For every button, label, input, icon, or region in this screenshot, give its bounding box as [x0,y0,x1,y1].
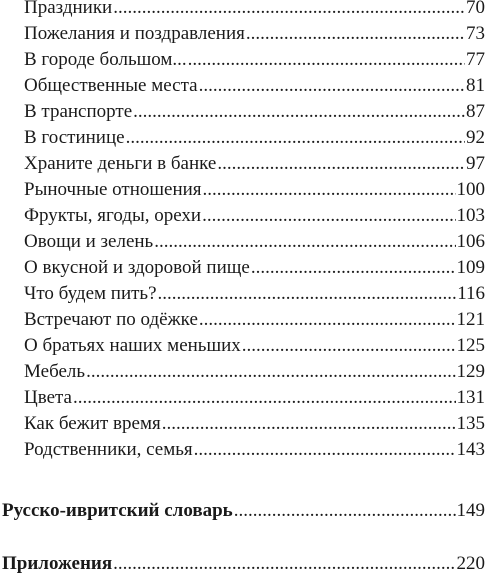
toc-entry-page: 135 [456,413,485,434]
toc-entry [24,257,485,279]
dot-leader [242,335,456,357]
dot-leader [217,153,465,175]
toc-entry [24,179,485,201]
toc-entry-title: Цвета [24,387,72,408]
toc-entry-page: 129 [456,361,485,382]
toc-section-title: Приложения [2,553,113,574]
toc-entry [24,205,485,227]
toc-entry-page: 87 [466,101,485,122]
dot-leader [202,205,455,227]
toc-entry-title: Рыночные отношения [24,179,202,200]
dot-leader [199,309,456,331]
dot-leader [126,127,465,149]
toc-entry-title: Пожелания и поздравления [24,23,245,44]
toc-entry [24,23,485,45]
toc-entry-title: Овощи и зелень [24,231,154,252]
toc-entry [24,413,485,435]
toc-entry-title: Родственники, семья [24,439,193,460]
toc-entry-title: О вкусной и здоровой пище [24,257,250,278]
toc-entry [24,309,485,331]
toc-entry-page: 92 [466,127,485,148]
toc-entry-page: 106 [456,231,485,252]
toc-entry [24,361,485,383]
toc-section-page: 149 [456,500,485,521]
dot-leader [234,500,456,522]
toc-entry-page: 70 [466,0,485,18]
toc-entry-page: 73 [466,23,485,44]
toc-entry [24,231,485,253]
toc-entry-title: В транспорте [24,101,133,122]
toc-entry-title: Фрукты, ягоды, орехи [24,205,202,226]
toc-entry [24,49,485,71]
toc-entry [24,75,485,97]
dot-leader [203,179,456,201]
toc-entry-title: Храните деньги в банке [24,153,217,174]
toc-entry-page: 81 [466,75,485,96]
toc-entry [24,0,485,19]
toc-entry-title: Что будем пить? [24,283,157,304]
toc-entry-page: 77 [466,49,485,70]
toc-entry-page: 100 [456,179,485,200]
toc-entry-title: В городе большом... [24,49,187,70]
toc-entry-title: Мебель [24,361,86,382]
dot-leader [133,101,465,123]
toc-entry-page: 125 [456,335,485,356]
dot-leader [199,75,465,97]
dot-leader [162,413,456,435]
toc-entry [24,283,485,305]
dot-leader [73,387,456,409]
toc-entry [24,387,485,409]
toc-entry-title: В гостинице [24,127,125,148]
toc-entry-title: Общественные места [24,75,198,96]
toc-entry-page: 103 [456,205,485,226]
dot-leader [154,231,455,253]
toc-entry [24,439,485,461]
toc-entry-title: Встречают по одёжке [24,309,198,330]
dot-leader [158,283,457,305]
dot-leader [86,361,455,383]
toc-section-page: 220 [456,553,485,574]
toc-entry-page: 116 [457,283,485,304]
dot-leader [113,553,455,575]
toc-entry-title: О братьях наших меньших [24,335,241,356]
toc-entry [24,153,485,175]
dot-leader [251,257,456,279]
toc-entry [24,335,485,357]
toc-entry-title: Праздники [24,0,113,18]
dot-leader [188,49,465,71]
toc-entry-page: 143 [456,439,485,460]
dot-leader [246,23,465,45]
toc-entry-page: 131 [456,387,485,408]
toc-entry [24,127,485,149]
toc-entry-page: 109 [456,257,485,278]
toc-entry-page: 121 [456,309,485,330]
dot-leader [113,0,465,19]
toc-section [2,500,485,522]
toc-entry-title: Как бежит время [24,413,161,434]
dot-leader [194,439,456,461]
toc-entry-page: 97 [466,153,485,174]
toc-section [2,553,485,575]
toc-entry [24,101,485,123]
toc-section-title: Русско-ивритский словарь [2,500,233,521]
